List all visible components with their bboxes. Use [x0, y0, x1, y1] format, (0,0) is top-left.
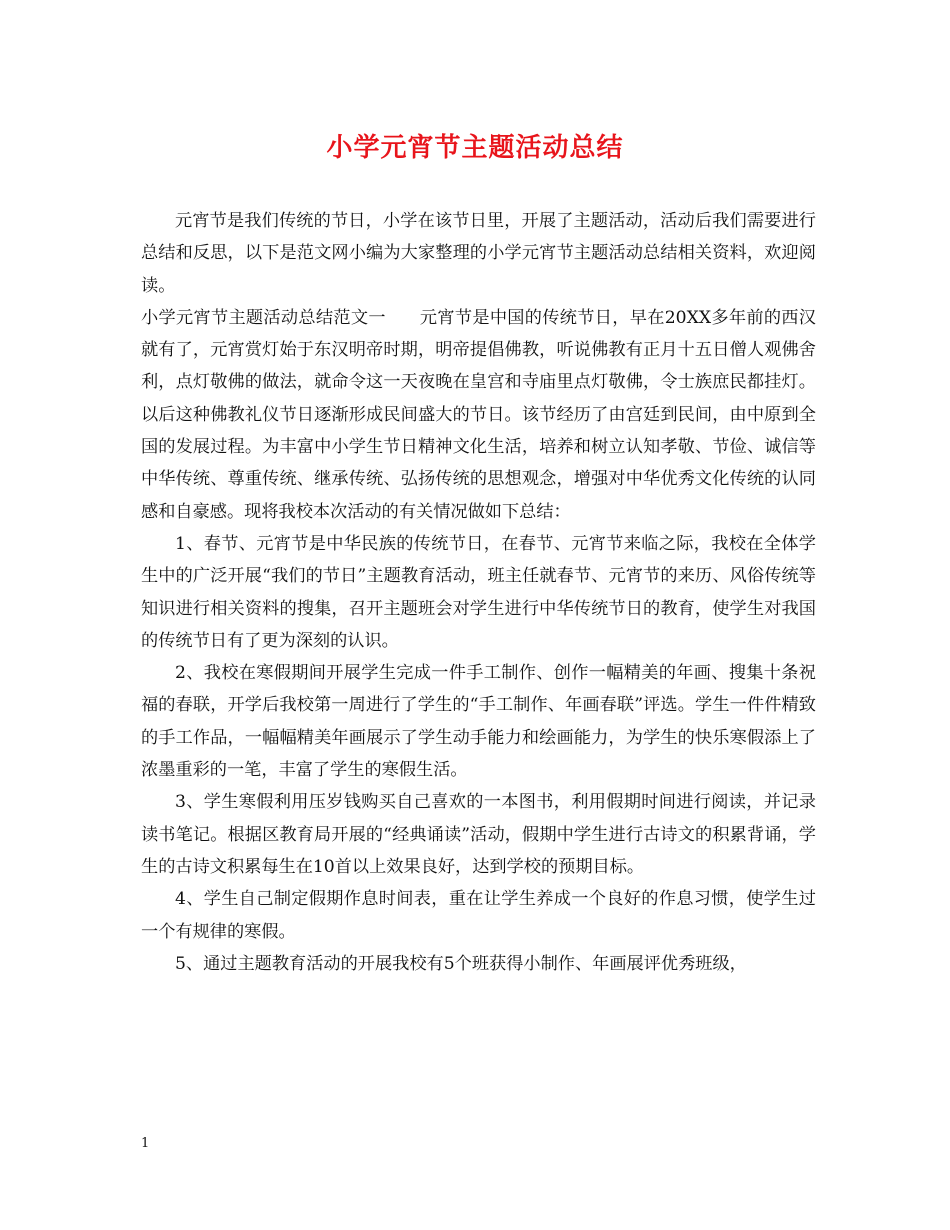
section-paragraph [141, 302, 816, 528]
intro-paragraph: 元宵节是我们传统的节日，小学在该节日里，开展了主题活动，活动后我们需要进行总结和反思，以下是范文网小编为大家整理的小学元宵节主题活动总结相关资料，欢迎阅读。 [141, 211, 816, 296]
document-title: 小学元宵节主题活动总结 [326, 133, 624, 163]
document-body [141, 205, 816, 980]
list-item-2: 2、我校在寒假期间开展学生完成一件手工制作、创作一幅精美的年画、搜集十条祝福的春联，开学后我校第一周进行了学生的“手工制作、年画春联”评选。学生一件件精致的手工作品，一幅幅精美年画展示了学生动手能力和绘画能力，为学生的快乐寒假添上了浓墨重彩的一笔，丰富了学生的寒假生活。 [141, 663, 816, 781]
page-number: 1 [141, 1136, 150, 1151]
list-item-3: 3、学生寒假利用压岁钱购买自己喜欢的一本图书，利用假期时间进行阅读，并记录读书笔记。根据区教育局开展的“经典诵读”活动，假期中学生进行古诗文的积累背诵，学生的古诗文积累每生在10首以上效果良好，达到学校的预期目标。 [141, 792, 816, 877]
list-item-5: 5、通过主题教育活动的开展我校有5个班获得小制作、年画展评优秀班级， [175, 953, 747, 974]
section-heading: 小学元宵节主题活动总结范文一 [141, 307, 386, 328]
section-lead-text: 元宵节是中国的传统节日，早在20XX多年前的西汉就有了，元宵赏灯始于东汉明帝时期，明帝提倡佛教，听说佛教有正月十五日僧人观佛舍利，点灯敬佛的做法，就命令这一天夜晚在皇宫和寺庙里点灯敬佛，令士族庶民都挂灯。以后这种佛教礼仪节日逐渐形成民间盛大的节日。该节经历了由宫廷到民间，由中原到全国的发展过程。为丰富中小学生节日精神文化生活，培养和树立认知孝敬、节俭、诚信等中华传统、尊重传统、继承传统、弘扬传统的思想观念，增强对中华优秀文化传统的认同感和自豪感。现将我校本次活动的有关情况做如下总结： [141, 307, 816, 522]
list-item-4: 4、学生自己制定假期作息时间表，重在让学生养成一个良好的作息习惯，使学生过一个有规律的寒假。 [141, 889, 816, 942]
list-item-1: 1、春节、元宵节是中华民族的传统节日，在春节、元宵节来临之际，我校在全体学生中的广泛开展“我们的节日”主题教育活动，班主任就春节、元宵节的来历、风俗传统等知识进行相关资料的搜集，召开主题班会对学生进行中华传统节日的教育，使学生对我国的传统节日有了更为深刻的认识。 [141, 533, 816, 651]
